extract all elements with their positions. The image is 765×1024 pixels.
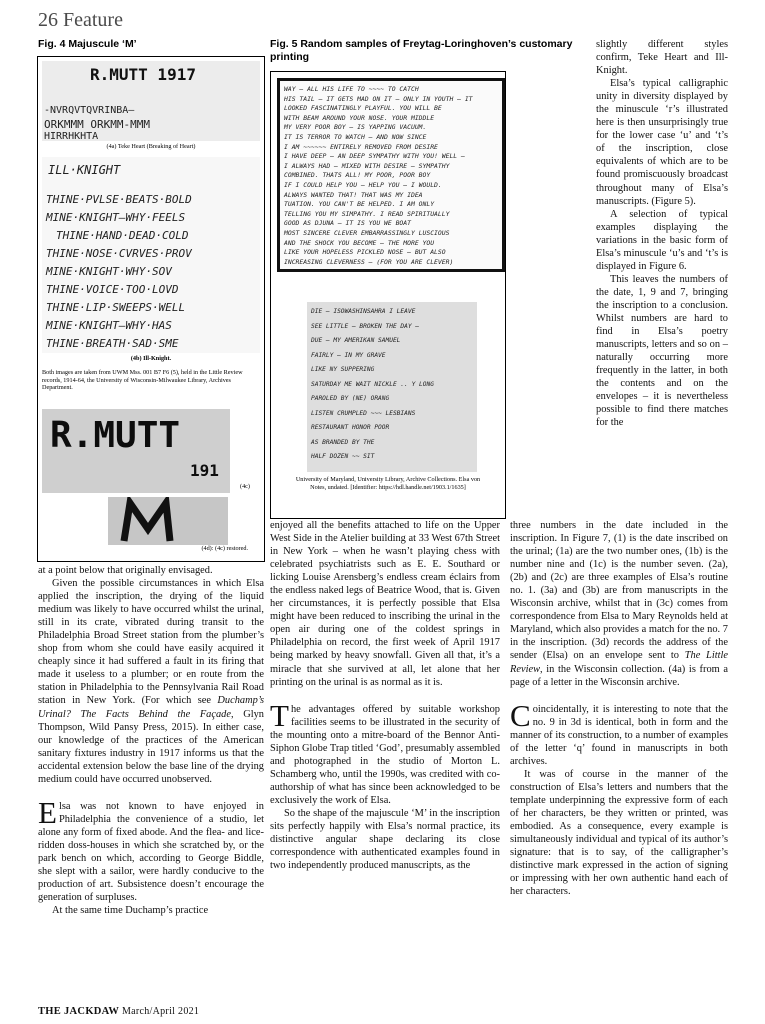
fig4a-scan — [42, 61, 260, 141]
fig4a-top-label: R.MUTT 1917 — [90, 65, 196, 84]
fig5-letter-line: ALWAYS WANTED THAT! THAT WAS MY IDEA — [284, 190, 423, 199]
fig5-notes-line: SEE LITTLE — BROKEN THE DAY — — [311, 322, 420, 330]
col3-para-4: This leaves the numbers of the date, 1, 9 and 7, bringing the inscription to a conclusion. Whilst numbers are hard to find in Elsa’s poetry manuscripts, letters and so on – naturally occurring more frequently in the latter, in both the contents and on the envelopes – it is nevertheless possible to find there matches for the — [596, 273, 728, 429]
fig5-letter-line: AND THE SHOCK YOU BECOME — THE MORE YOU — [284, 238, 435, 247]
column-3-lower — [510, 519, 728, 898]
col2-para-1: enjoyed all the benefits attached to life on the Upper West Side in the Atelier building at 33 West 67th Street in New York – when he wasn’t playing chess with celebrated psychiatrists such as E. E. Southard or licking Louise Arensberg’s endless cream éclairs from the endless naked legs of Beatrice Wood, that is. Given her circumstances, it is perfectly possible that Elsa might have been reduced to inscribing the urinal in the open air during one of the coldest springs in Philadelphia on record, the first week of April 1917 being marked by heavy snowfall. Given all that, it’s a miracle that she survived at all, let alone that her printing on the urinal is as normal as it is. — [270, 520, 500, 688]
footer-issue: March/April 2021 — [121, 1006, 200, 1017]
col1-para-2-book-title: Duchamp’s Urinal? The Facts Behind the Façade — [38, 695, 264, 720]
fig4b-line-4: THINE·HAND·DEAD·COLD — [56, 229, 189, 242]
col3-para-5 — [510, 519, 728, 689]
fig5-letter-line: INCREASING CLEVERNESS — (FOR YOU ARE CLEVER) — [284, 257, 454, 266]
page-footer — [38, 1006, 199, 1017]
fig5-letter-line: WITH BEAM AROUND YOUR NOSE. YOUR MIDDLE — [284, 113, 435, 122]
col3-para-5-text: three numbers in the date included in the inscription. In Figure 7, (1) is the date inscribed on the urinal; (1a) are the two number ones, (1b) is the number nine and (1c) is the number seven. (2a), (2b) and (2c) are three examples of Elsa’s routine no. 1. (3a) and (3b) are from manuscripts in the Wisconsin archive, whilst that in (3c) comes from correspondence from Elsa to Mary Reynolds held at Maryland, which also provides a match for the no. 7 in the inscription. (3d) records the address of the sender (Elsa) on an envelope sent to — [510, 520, 728, 662]
fig4d-label: (4d): (4c) restored. — [201, 545, 248, 552]
col2-dropcap: T — [270, 697, 289, 733]
fig5-letter-line: LOOKED FASCINATINGLY PLAYFUL. YOU WILL BE — [284, 104, 442, 113]
fig5-notes-line: LIKE NY SUPPERING — [311, 366, 375, 373]
footer-magazine: THE JACKDAW — [38, 1006, 119, 1017]
col3-para-6 — [510, 697, 728, 768]
fig5-notes-line: FAIRLY — IN MY GRAVE — [311, 351, 386, 359]
fig4b-line-3: MINE·KNIGHT—WHY·FEELS — [46, 211, 186, 224]
fig4a-line-3: HIRRHKHTA — [44, 131, 99, 141]
fig5-letter-line: MOST SINCERE CLEVER EMBARRASSINGLY LUSCIOUS — [284, 229, 450, 237]
fig4c-scan — [42, 409, 230, 493]
fig5-caption: Fig. 5 Random samples of Freytag-Loringhoven’s customary printing — [270, 38, 573, 63]
fig4b-line-1: ILL·KNIGHT — [48, 163, 121, 177]
fig4a-label: (4a) Teke Heart (Breaking of Heart) — [106, 143, 196, 150]
fig4c-text: R.MUTT — [50, 415, 181, 456]
fig5-letter-line: IF I COULD HELP YOU — HELP YOU — I WOULD. — [284, 181, 442, 189]
fig5-letter-line: HIS TAIL — IT GETS MAD ON IT — ONLY IN YOUTH — IT — [284, 94, 473, 103]
fig4b-line-10: THINE·BREATH·SAD·SME — [46, 337, 179, 350]
fig4-panel — [37, 56, 265, 562]
fig5-notes-scan — [307, 302, 477, 472]
col3-para-5-title: The Little Review — [510, 650, 728, 675]
col1-dropcap: E — [38, 794, 57, 830]
fig5-notes-line: DUE — MY AMERIKAN SAMUEL — [311, 337, 401, 344]
fig5-letter-line: MY VERY POOR BOY — IS YAPPING VACUUM. — [284, 123, 427, 132]
fig5-notes-line: RESTAURANT HONOR POOR — [311, 424, 390, 431]
column-2 — [270, 519, 500, 872]
col2-para-3: So the shape of the majuscule ‘M’ in the inscription sits perfectly happily with Elsa’s normal practice, its distinctive angular shape declaring its close correspondence with authenticated examples found in two independently produced manuscripts, as the — [270, 807, 500, 872]
fig4d-scan — [108, 497, 228, 545]
fig4b-line-6: MINE·KNIGHT·WHY·SOV — [46, 265, 172, 278]
fig5-notes-line: SATURDAY ME WAIT NICKLE .. Y LONG — [311, 380, 434, 388]
col3-para-1: slightly different styles confirm, Teke Heart and Ill-Knight. — [596, 39, 728, 77]
fig5-letter-scan — [277, 78, 505, 272]
fig5-letter-line: WAY — ALL HIS LIFE TO ~~~~ TO CATCH — [284, 85, 419, 93]
fig5-notes-line: LISTEN CRUMPLED ~~~ LESBIANS — [311, 409, 416, 417]
col3-para-7: It was of course in the manner of the construction of Elsa’s letters and numbers that the template underpinning the expressive form of each of her characters, be they written or printed, was embodied. As a consequence, every example is simultaneously individual and typical of its author’s signature: that is to say, of the calligrapher’s distinctive mark expressed in the action of signing or impressing with her own authentic hand each of her characters. — [510, 768, 728, 898]
fig5-letter-line: LIKE YOUR HOPELESS PICKLED NOSE — BUT ALSO — [284, 248, 446, 257]
fig4b-line-2: THINE·PVLSE·BEATS·BOLD — [46, 193, 192, 206]
column-3-upper — [596, 38, 728, 429]
col2-para-2 — [270, 697, 501, 807]
column-1 — [38, 564, 264, 917]
fig5-letter-line: I AM ~~~~~~ ENTIRELY REMOVED FROM DESIRE — [284, 142, 438, 151]
col1-para-2-text: Given the possible circumstances in which Elsa applied the inscription, the drying of the liquid medium was likely to have occurred whilst the urinal, still in its crate, vibrated during transit to the Philadelphia Broad Street station from the plumber’s shop from whom she could have easily acquired it cheaply since it had suffered a fault in its firing that made it useless to a plumber; or en route from the station in Philadelphia to the Pennsylvania Rail Road station in New York. (For which see — [38, 578, 264, 707]
fig4a-line-1: ‑NVRQVTQVRINBA— — [44, 105, 135, 116]
fig5-letter-line: GOOD AS DJUNA — IT IS YOU WE BOAT — [284, 219, 411, 228]
col1-para-3 — [38, 794, 264, 904]
fig5-notes-line: PAROLED BY (NE) ORANG — [311, 395, 390, 402]
fig5-panel — [270, 71, 506, 519]
col1-para-2 — [38, 577, 264, 786]
fig5-notes-line: DIE — ISOWASHINSAHRA I LEAVE — [311, 308, 416, 315]
col3-dropcap: C — [510, 697, 531, 733]
fig5-notes-line: AS BRANDED BY THE — [311, 438, 375, 446]
fig4c-label: (4c) — [240, 483, 250, 490]
fig4d-m-glyph — [108, 497, 228, 545]
fig5-letter-line: TUATION. YOU CAN'T BE HELPED. I AM ONLY — [284, 200, 435, 209]
col3-para-5-end: , in the Wisconsin collection. (4a) is from a page of a letter in the Wisconsin archive. — [510, 663, 728, 688]
fig4b-line-9: MINE·KNIGHT—WHY·HAS — [46, 319, 172, 332]
fig4b-line-7: THINE·VOICE·TOO·LOVD — [46, 283, 179, 296]
fig4-caption: Fig. 4 Majuscule ‘M’ — [38, 38, 137, 50]
page-header: 26 Feature — [38, 9, 123, 31]
fig5-letter-line: IT IS TERROR TO WATCH — AND NOW SINCE — [284, 133, 427, 141]
col1-para-2-end: , Glyn Thompson, Wild Pansy Press, 2015). In either case, our knowledge of the practices of the American sanitary fixtures industry in 1917 informs us that the accidental extension below the base line of the drying medium could have occurred unobserved. — [38, 708, 264, 785]
col2-para-2-text: he advantages offered by suitable workshop facilities seems to be illustrated in the security of the mounting onto a mitre-board of the Bennor Anti-Siphon Globe Trap titled ‘God’, presumably assembled and photographed in the studio of Morton L. Schamberg who, until the 1990s, was credited with co-authorship of what has since been acknowledged to be exclusively the work of Elsa. — [270, 703, 501, 806]
col1-para-3-text: lsa was not known to have enjoyed in Philadelphia the convenience of a studio, let alone any form of fixed abode. And the flea- and lice-ridden doss-houses in which she scratched by, or the park bench on which, according to George Biddle, she slept with a sailor, were hardly conducive to the production of art. Subsistence doesn’t encourage the generation of surpluses. — [38, 800, 264, 904]
fig4-source-note: Both images are taken from UWM Mss. 001 B7 F6 (5), held in the Little Review records, 1914-64, the University of Wisconsin-Milwaukee Library, Archives Department. — [42, 369, 243, 392]
fig4b-line-8: THINE·LIP·SWEEPS·WELL — [46, 301, 186, 314]
col3-para-2: Elsa’s typical calligraphic unity in diversity displayed by the minuscule ‘r’s illustrated here is then unsurprisingly true for the lower case ‘u’ and ‘t’s of the inscription, close equivalents of which are to be found promiscuously broadcast throughout many of Elsa’s manuscripts. (Figure 5). — [596, 78, 728, 207]
fig5-letter-line: I HAVE DEEP — AN DEEP SYMPATHY WITH YOU! WELL — — [284, 152, 465, 161]
fig4c-year: 191 — [190, 461, 219, 480]
col1-para-4: At the same time Duchamp’s practice — [52, 905, 209, 917]
fig5-source-note: University of Maryland, University Library, Archive Collections. Elsa von Notes, undated. [Identifier: https://hdl.handle.net/1903.1/1635] — [295, 476, 481, 491]
col1-para-1: at a point below that originally envisaged. — [38, 565, 213, 576]
fig4b-line-5: THINE·NOSE·CVRVES·PROV — [46, 247, 192, 260]
fig5-letter-line: COMBINED. THATS ALL! MY POOR, POOR BOY — [284, 171, 431, 180]
fig5-letter-line: TELLING YOU MY SIMPATHY. I READ SPIRITUALLY — [284, 209, 450, 218]
fig5-notes-line: HALF DOZEN ~~ SIT — [311, 453, 375, 460]
fig4b-scan — [42, 157, 260, 353]
fig4a-line-2: ORKMMM ORKMM-MMM — [44, 118, 150, 131]
col3-para-3: A selection of typical examples displaying the variations in the basic form of Elsa’s minuscule ‘u’s and ‘t’s is displayed in Figure 6. — [596, 208, 728, 272]
fig4b-label: (4b) Ill-Knight. — [130, 355, 172, 362]
fig5-letter-line: I ALWAYS HAD — MIXED WITH DESIRE — SYMPATHY — [284, 161, 450, 170]
col3-para-6-text: oincidentally, it is interesting to note that the no. 9 in 3d is identical, both in form and the manner of its construction, to a number of examples of the letter ‘q’ found in manuscripts in both archives. — [510, 703, 728, 767]
